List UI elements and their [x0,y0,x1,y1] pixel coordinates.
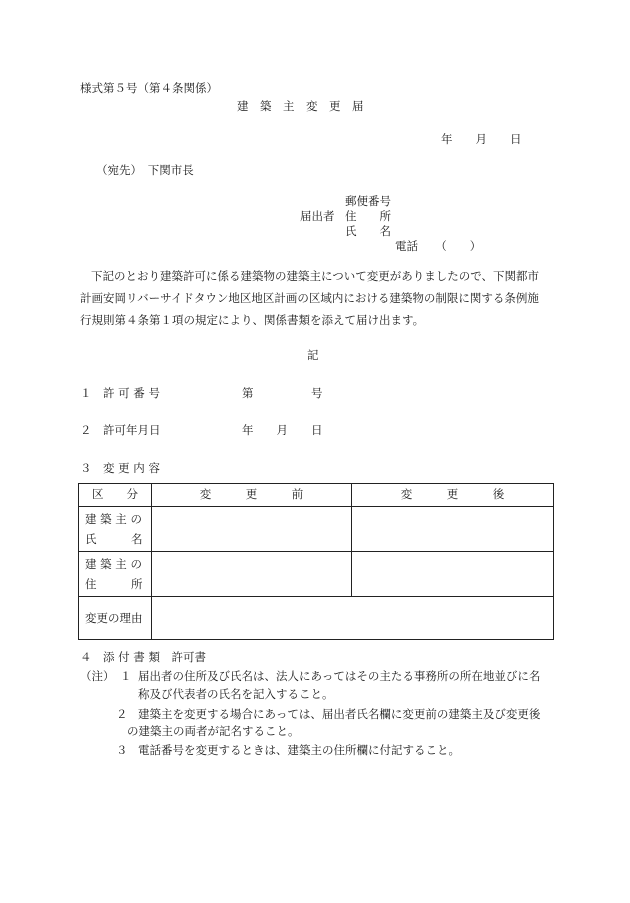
header-before: 変 更 前 [152,484,352,507]
note-1-number: １ [120,669,132,683]
owner-name-label-line2: 氏 名 [85,532,143,546]
notes-prefix: （注） [80,669,115,683]
table-row [79,597,554,640]
owner-name-before[interactable] [152,507,352,552]
attachments-label: ４ 添 付 書 類 許可書 [80,650,206,664]
owner-address-before[interactable] [152,552,352,597]
table-header-row [79,484,554,507]
row-owner-name-label [79,507,152,552]
owner-address-after[interactable] [352,552,554,597]
note-3-line1: 電話番号を変更するときは、建築主の住所欄に付記すること。 [138,743,460,757]
notifier-label: 届出者 [300,209,335,223]
document-title: 建 築 主 変 更 届 [237,99,364,113]
form-number: 様式第５号（第４条関係） [80,81,218,95]
table-row [79,507,554,552]
body-line-3: 行規則第４条第１項の規定により、関係書類を添えて届け出ます。 [80,313,425,327]
owner-address-label-line1: 建 築 主 の [85,557,142,571]
row-owner-address-label [79,552,152,597]
row-reason-label: 変更の理由 [79,597,152,640]
header-after: 変 更 後 [352,484,554,507]
permit-number-value: 第 号 [242,386,323,400]
postal-code-label: 郵便番号 [345,194,391,208]
reason-field[interactable] [152,597,554,640]
permit-date-value: 年 月 日 [242,423,323,437]
note-1-line1: 届出者の住所及び氏名は、法人にあってはその主たる事務所の所在地並びに名 [138,669,541,683]
note-3-number: ３ [116,743,128,757]
note-2-number: ２ [116,707,128,721]
body-line-1: 下記のとおり建築許可に係る建築物の建築主について変更がありましたので、下関都市 [91,269,540,283]
owner-name-after[interactable] [352,507,554,552]
owner-address-label-line2: 住 所 [85,577,143,591]
address-label: 住 所 [345,209,391,223]
table-row [79,552,554,597]
note-1-line2: 称及び代表者の氏名を記入すること。 [138,687,334,701]
name-label: 氏 名 [345,224,391,238]
permit-number-label: １ 許 可 番 号 [80,386,160,400]
change-content-label: ３ 変 更 内 容 [80,461,160,475]
permit-date-label: ２ 許可年月日 [80,423,161,437]
note-2-line2: の建築主の両者が記名すること。 [127,724,300,738]
body-line-2: 計画安岡リバーサイドタウン地区地区計画の区域内における建築物の制限に関する条例施 [80,291,539,305]
owner-name-label-line1: 建 築 主 の [85,512,142,526]
ki-marker: 記 [307,348,319,362]
date-field: 年 月 日 [441,132,522,146]
note-2-line1: 建築主を変更する場合にあっては、届出者氏名欄に変更前の建築主及び変更後 [138,707,541,721]
change-table [78,483,554,640]
addressee: （宛先） 下関市長 [96,163,194,177]
phone-label: 電話 （ ） [395,239,482,253]
header-category: 区 分 [79,484,152,507]
